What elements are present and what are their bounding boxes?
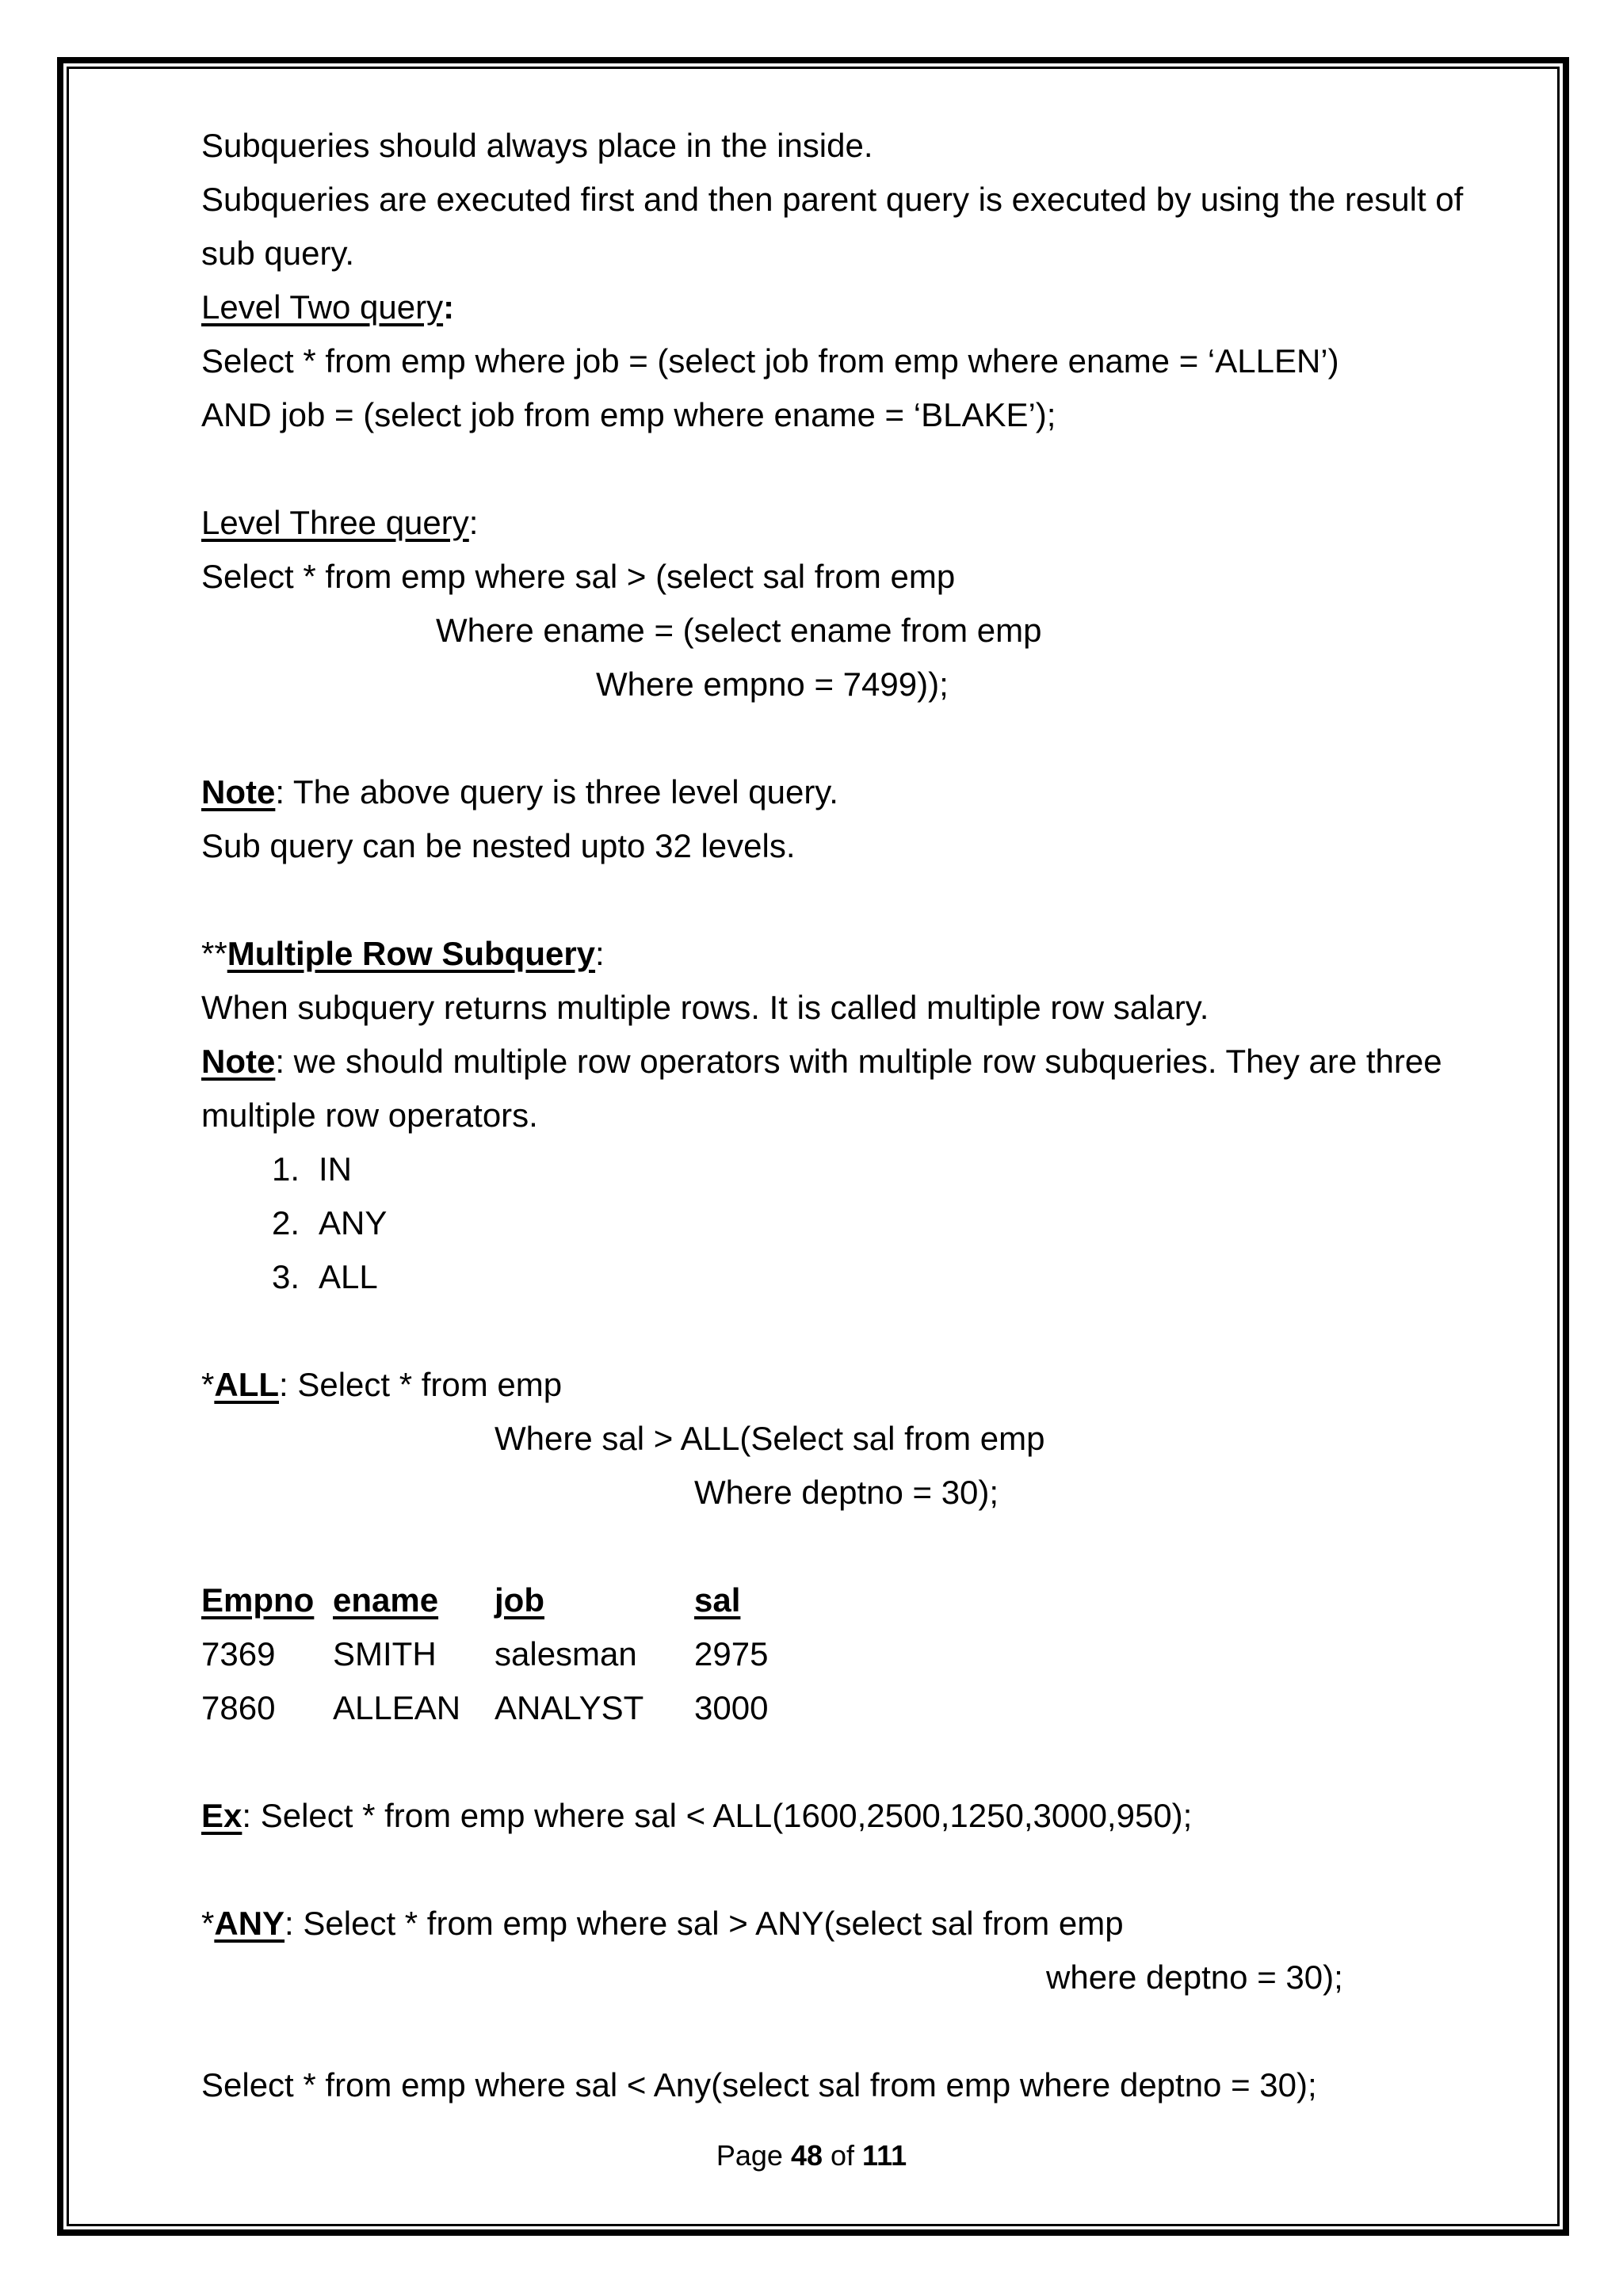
text-line: multiple row operators.: [201, 1097, 538, 1134]
code-text: : Select * from emp: [279, 1366, 563, 1403]
list-item: [201, 1250, 1549, 1304]
code-text: : Select * from emp where sal < ALL(1600,2500,1250,3000,950);: [242, 1797, 1193, 1834]
all-label: ALL: [214, 1366, 280, 1403]
multiple-row-heading: Multiple Row Subquery: [227, 935, 596, 972]
note-text: : we should multiple row operators with multiple row subqueries. They are three: [275, 1043, 1442, 1080]
multiple-row-heading-line: [201, 927, 1549, 981]
level-two-heading: Level Two query: [201, 288, 444, 326]
table-header-row: [201, 1573, 821, 1627]
level-three-heading: Level Three query: [201, 504, 469, 541]
list-text: ALL: [319, 1258, 378, 1295]
text-line: Sub query can be nested upto 32 levels.: [201, 827, 796, 864]
note-line: [201, 765, 1549, 819]
heading-colon: :: [468, 504, 479, 541]
list-text: ANY: [319, 1204, 388, 1241]
list-number: 3.: [271, 1258, 300, 1295]
example-label: Ex: [201, 1797, 242, 1834]
table-row: [201, 1681, 821, 1735]
code-line: where deptno = 30);: [1046, 1958, 1343, 1996]
table-cell: salesman: [495, 1635, 637, 1672]
note-line: [201, 1035, 1549, 1089]
list-text: IN: [319, 1150, 352, 1188]
all-heading-line: [201, 1358, 1549, 1412]
heading-colon: :: [443, 288, 455, 326]
list-item: [201, 1142, 1549, 1196]
code-line: Where ename = (select ename from emp: [436, 612, 1042, 649]
text-line: Subqueries are executed first and then parent query is executed by using the result of: [201, 181, 1464, 218]
heading-colon: :: [595, 935, 605, 972]
code-line: Select * from emp where sal < Any(select sal from emp where deptno = 30);: [201, 2066, 1317, 2103]
table-cell: 3000: [694, 1689, 769, 1726]
code-line: Where sal > ALL(Select sal from emp: [495, 1420, 1045, 1457]
table-cell: 7369: [201, 1635, 276, 1672]
current-page-number: 48: [790, 2139, 823, 2172]
note-label: Note: [201, 773, 276, 810]
page-footer: [0, 2139, 1623, 2172]
list-item: [201, 1196, 1549, 1250]
total-page-count: 111: [862, 2139, 907, 2172]
document-body: [201, 119, 1549, 2112]
table-row: [201, 1627, 821, 1681]
column-header: ename: [333, 1581, 439, 1619]
any-heading-line: [201, 1897, 1549, 1951]
level-three-heading-line: [201, 496, 1549, 550]
text-line: Subqueries should always place in the inside.: [201, 127, 873, 164]
code-line: Select * from emp where job = (select job from emp where ename = ‘ALLEN’): [201, 342, 1339, 379]
emp-table: [201, 1573, 821, 1735]
code-line: Select * from emp where sal > (select sal from emp: [201, 558, 956, 595]
code-line: Where deptno = 30);: [694, 1474, 999, 1511]
text-line: sub query.: [201, 235, 354, 272]
table-cell: 2975: [694, 1635, 769, 1672]
heading-prefix: *: [201, 1905, 215, 1942]
code-text: : Select * from emp where sal > ANY(select sal from emp: [285, 1905, 1124, 1942]
table-cell: ANALYST: [495, 1689, 644, 1726]
heading-prefix: *: [201, 1366, 215, 1403]
column-header: Empno: [201, 1581, 315, 1619]
page-word: Page: [716, 2139, 783, 2172]
text-line: When subquery returns multiple rows. It is called multiple row salary.: [201, 989, 1209, 1026]
level-two-heading-line: [201, 280, 1549, 334]
any-label: ANY: [214, 1905, 285, 1942]
table-cell: 7860: [201, 1689, 276, 1726]
list-number: 2.: [271, 1204, 300, 1241]
note-text: : The above query is three level query.: [275, 773, 838, 810]
list-number: 1.: [271, 1150, 300, 1188]
column-header: sal: [694, 1581, 741, 1619]
note-label: Note: [201, 1043, 276, 1080]
heading-prefix: **: [201, 935, 227, 972]
table-cell: SMITH: [333, 1635, 437, 1672]
table-cell: ALLEAN: [333, 1689, 461, 1726]
code-line: AND job = (select job from emp where ename = ‘BLAKE’);: [201, 396, 1056, 433]
example-line: [201, 1789, 1549, 1843]
code-line: Where empno = 7499));: [596, 666, 949, 703]
column-header: job: [495, 1581, 544, 1619]
of-word: of: [831, 2139, 855, 2172]
